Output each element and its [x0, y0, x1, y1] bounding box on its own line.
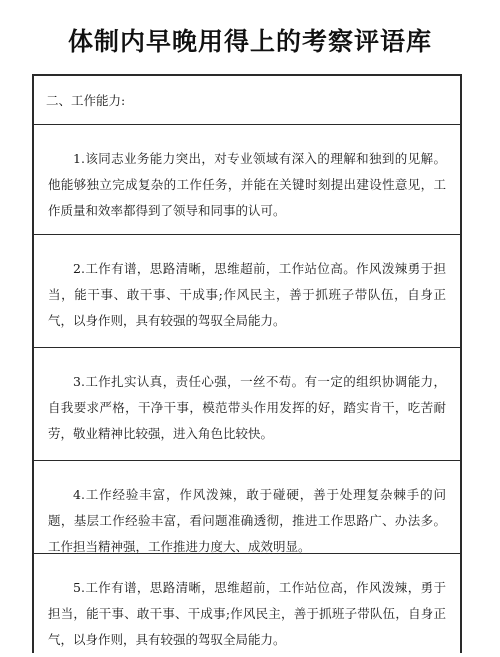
evaluation-item-2: 2.工作有谱，思路清晰，思维超前，工作站位高。作风泼辣勇于担当，能干事、敢干事、干成事;作风民主，善于抓班子带队伍，自身正气，以身作则，具有较强的驾驭全局能力。 — [34, 235, 460, 348]
evaluation-item-1: 1.该同志业务能力突出，对专业领域有深入的理解和独到的见解。他能够独立完成复杂的工作任务，并能在关键时刻提出建设性意见，工作质量和效率都得到了领导和同事的认可。 — [34, 125, 460, 235]
evaluation-item-4: 4.工作经验丰富，作风泼辣，敢于碰硬，善于处理复杂棘手的问题，基层工作经验丰富，看问题准确透彻，推进工作思路广、办法多。工作担当精神强，工作推进力度大、成效明显。 — [34, 461, 460, 554]
evaluation-table — [32, 74, 462, 653]
section-heading: 二、工作能力: — [34, 76, 460, 125]
page-title: 体制内早晚用得上的考察评语库 — [67, 27, 432, 56]
evaluation-item-3: 3.工作扎实认真，责任心强，一丝不苟。有一定的组织协调能力，自我要求严格，干净干事，模范带头作用发挥的好，踏实肯干，吃苦耐劳，敬业精神比较强，进入角色比较快。 — [34, 348, 460, 461]
evaluation-item-5: 5.工作有谱，思路清晰，思维超前，工作站位高，作风泼辣，勇于担当，能干事、敢干事、干成事;作风民主，善于抓班子带队伍，自身正气，以身作则，具有较强的驾驭全局能力。 — [48, 580, 446, 647]
